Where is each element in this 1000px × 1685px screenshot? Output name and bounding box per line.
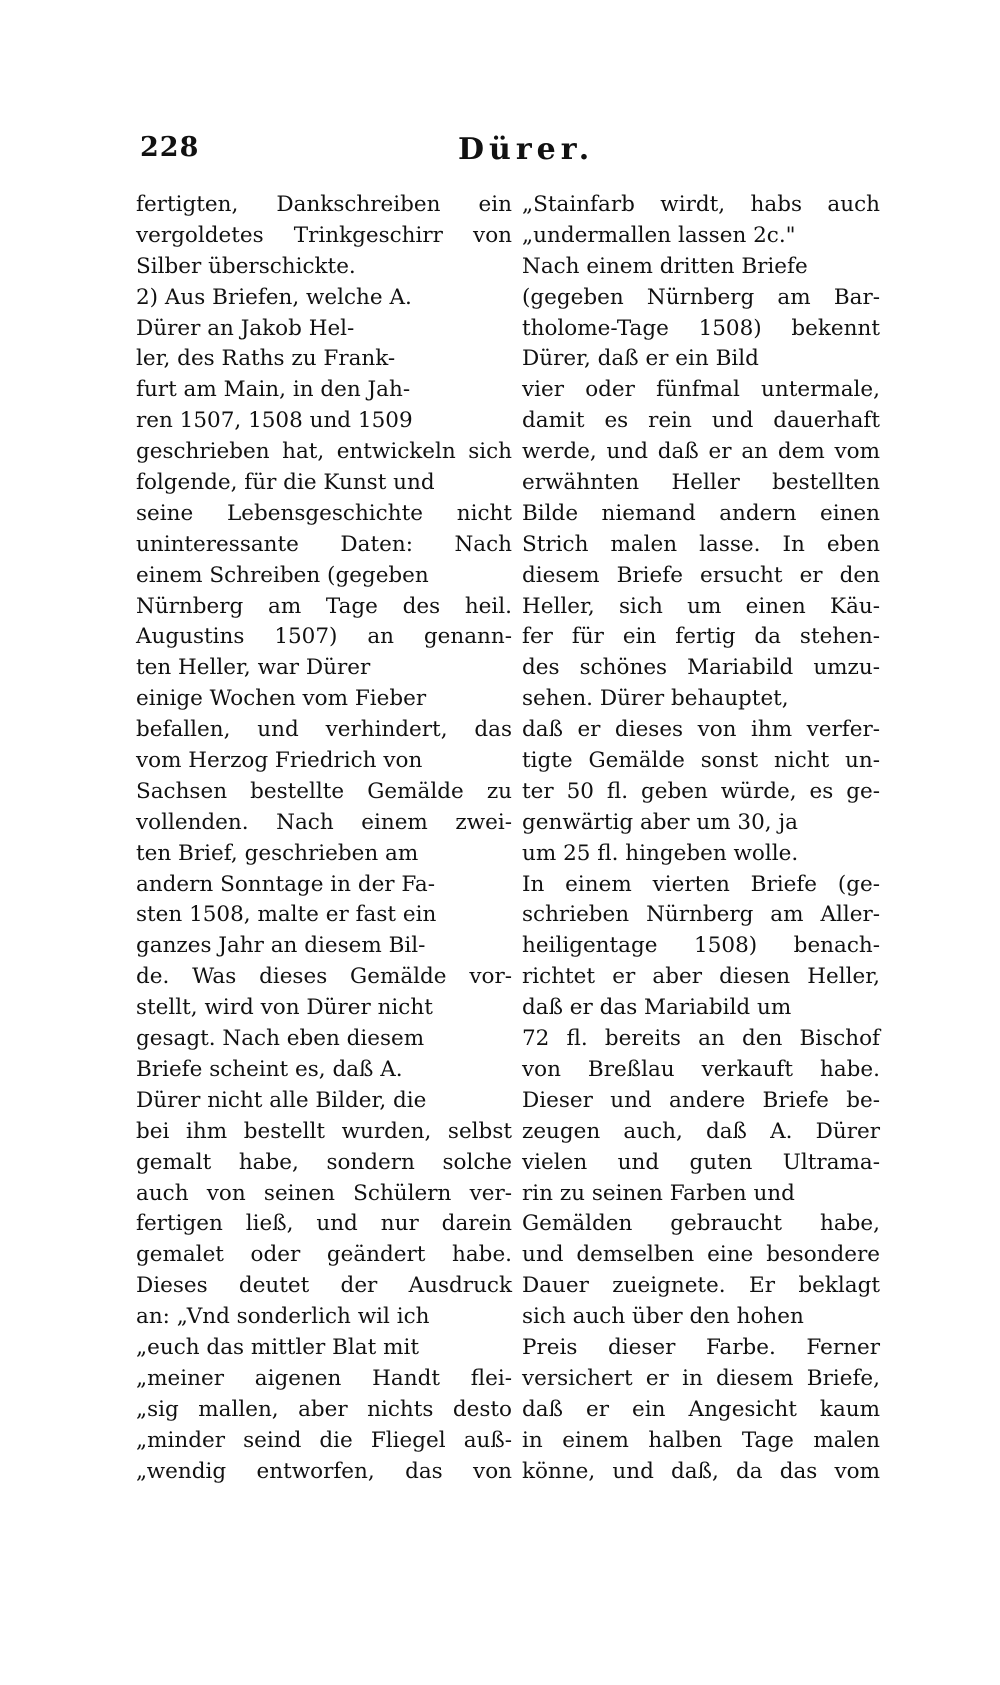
text-line: befallen, und verhindert, das	[136, 717, 512, 743]
text-line: richtet er aber diesen Heller,	[522, 964, 880, 990]
text-line: einem Schreiben (gegeben	[136, 562, 429, 588]
text-line: stellt, wird von Dürer nicht	[136, 995, 433, 1021]
text-line: zeugen auch, daß A. Dürer	[522, 1118, 880, 1144]
text-line: Augustins 1507) an genann-	[136, 624, 512, 650]
text-line: um 25 fl. hingeben wolle.	[522, 840, 799, 866]
text-line: „euch das mittler Blat mit	[136, 1334, 420, 1360]
text-line: Heller, sich um einen Käu-	[522, 593, 880, 619]
text-line: „wendig entworfen, das von	[136, 1458, 512, 1484]
text-line: Dieses deutet der Ausdruck	[136, 1273, 512, 1299]
text-line: einige Wochen vom Fieber	[136, 686, 427, 712]
text-line: bei ihm bestellt wurden, selbst	[136, 1118, 512, 1144]
page-number: 228	[140, 132, 200, 163]
text-line: (gegeben Nürnberg am Bar-	[522, 284, 880, 310]
text-line: 2) Aus Briefen, welche A.	[136, 284, 412, 310]
text-line: tholome-Tage 1508) bekennt	[522, 315, 880, 341]
text-line: Dauer zueignete. Er beklagt	[522, 1273, 880, 1299]
text-line: In einem vierten Briefe (ge-	[522, 871, 880, 897]
text-line: Dürer nicht alle Bilder, die	[136, 1087, 427, 1113]
text-line: vergoldetes Trinkgeschirr von	[136, 222, 512, 248]
text-line: „Stainfarb wirdt, habs auch	[522, 192, 880, 217]
text-line: Briefe scheint es, daß A.	[136, 1056, 403, 1082]
text-line: versichert er in diesem Briefe,	[522, 1365, 880, 1391]
text-line: fertigen ließ, und nur darein	[136, 1211, 512, 1237]
text-line: geschrieben hat, entwickeln sich	[136, 439, 512, 465]
text-line: daß er dieses von ihm verfer-	[522, 717, 880, 743]
text-line: folgende, für die Kunst und	[136, 470, 435, 496]
page-header	[0, 132, 1000, 172]
text-line: ren 1507, 1508 und 1509	[136, 408, 413, 434]
text-line: ler, des Raths zu Frank-	[136, 346, 396, 372]
text-line: seine Lebensgeschichte nicht	[136, 500, 512, 526]
text-column-right	[522, 190, 880, 1487]
text-line: diesem Briefe ersucht er den	[522, 562, 880, 588]
text-line: gemalet oder geändert habe.	[136, 1242, 512, 1268]
text-line: „sig mallen, aber nichts desto	[136, 1396, 512, 1422]
text-line: Nach einem dritten Briefe	[522, 253, 808, 279]
text-line: in einem halben Tage malen	[522, 1427, 880, 1453]
text-line: uninteressante Daten: Nach	[136, 531, 512, 557]
text-line: heiligentage 1508) benach-	[522, 933, 880, 959]
text-line: Strich malen lasse. In eben	[522, 531, 880, 557]
text-line: von Breßlau verkauft habe.	[522, 1056, 880, 1082]
text-line: könne, und daß, da das vom	[522, 1458, 880, 1484]
text-line: schrieben Nürnberg am Aller-	[522, 902, 880, 928]
text-line: ter 50 fl. geben würde, es ge-	[522, 778, 880, 804]
text-line: damit es rein und dauerhaft	[522, 408, 880, 434]
text-line: an: „Vnd sonderlich wil ich	[136, 1304, 430, 1330]
text-line: andern Sonntage in der Fa-	[136, 871, 435, 897]
text-line: vier oder fünfmal untermale,	[522, 377, 880, 403]
text-line: fertigten, Dankschreiben ein	[136, 192, 512, 217]
text-line: ganzes Jahr an diesem Bil-	[136, 933, 426, 959]
text-line: Silber überschickte.	[136, 253, 356, 279]
text-line: sehen. Dürer behauptet,	[522, 686, 789, 712]
text-line: auch von seinen Schülern ver-	[136, 1180, 512, 1206]
text-line: daß er ein Angesicht kaum	[522, 1396, 880, 1422]
text-line: furt am Main, in den Jah-	[136, 377, 411, 403]
text-line: Dürer an Jakob Hel-	[136, 315, 355, 341]
text-line: erwähnten Heller bestellten	[522, 470, 880, 496]
text-line: „undermallen lassen 2c."	[522, 222, 796, 248]
text-line: Bilde niemand andern einen	[522, 500, 880, 526]
text-line: und demselben eine besondere	[522, 1242, 880, 1268]
text-line: Nürnberg am Tage des heil.	[136, 593, 512, 619]
text-line: 72 fl. bereits an den Bischof	[522, 1026, 880, 1052]
text-line: „meiner aigenen Handt flei-	[136, 1365, 512, 1391]
text-line: gemalt habe, sondern solche	[136, 1149, 512, 1175]
text-line: vom Herzog Friedrich von	[136, 748, 423, 774]
text-line: gesagt. Nach eben diesem	[136, 1026, 425, 1052]
text-line: daß er das Mariabild um	[522, 995, 792, 1021]
text-line: fer für ein fertig da stehen-	[522, 624, 880, 650]
text-line: Dürer, daß er ein Bild	[522, 346, 759, 372]
text-line: rin zu seinen Farben und	[522, 1180, 795, 1206]
text-line: de. Was dieses Gemälde vor-	[136, 964, 512, 990]
text-line: Sachsen bestellte Gemälde zu	[136, 778, 512, 804]
text-line: werde, und daß er an dem vom	[522, 439, 880, 465]
text-line: „minder seind die Fliegel auß-	[136, 1427, 512, 1453]
text-line: tigte Gemälde sonst nicht un-	[522, 748, 880, 774]
running-head: Dürer.	[458, 132, 595, 167]
text-line: vollenden. Nach einem zwei-	[136, 809, 512, 835]
text-line: sich auch über den hohen	[522, 1304, 804, 1330]
text-line: des schönes Mariabild umzu-	[522, 655, 880, 681]
text-line: Gemälden gebraucht habe,	[522, 1211, 880, 1237]
text-line: ten Brief, geschrieben am	[136, 840, 419, 866]
text-column-left	[136, 190, 512, 1487]
text-line: genwärtig aber um 30, ja	[522, 809, 798, 835]
text-line: sten 1508, malte er fast ein	[136, 902, 437, 928]
text-line: vielen und guten Ultrama-	[522, 1149, 880, 1175]
text-line: Dieser und andere Briefe be-	[522, 1087, 880, 1113]
text-line: Preis dieser Farbe. Ferner	[522, 1334, 880, 1360]
text-line: ten Heller, war Dürer	[136, 655, 371, 681]
